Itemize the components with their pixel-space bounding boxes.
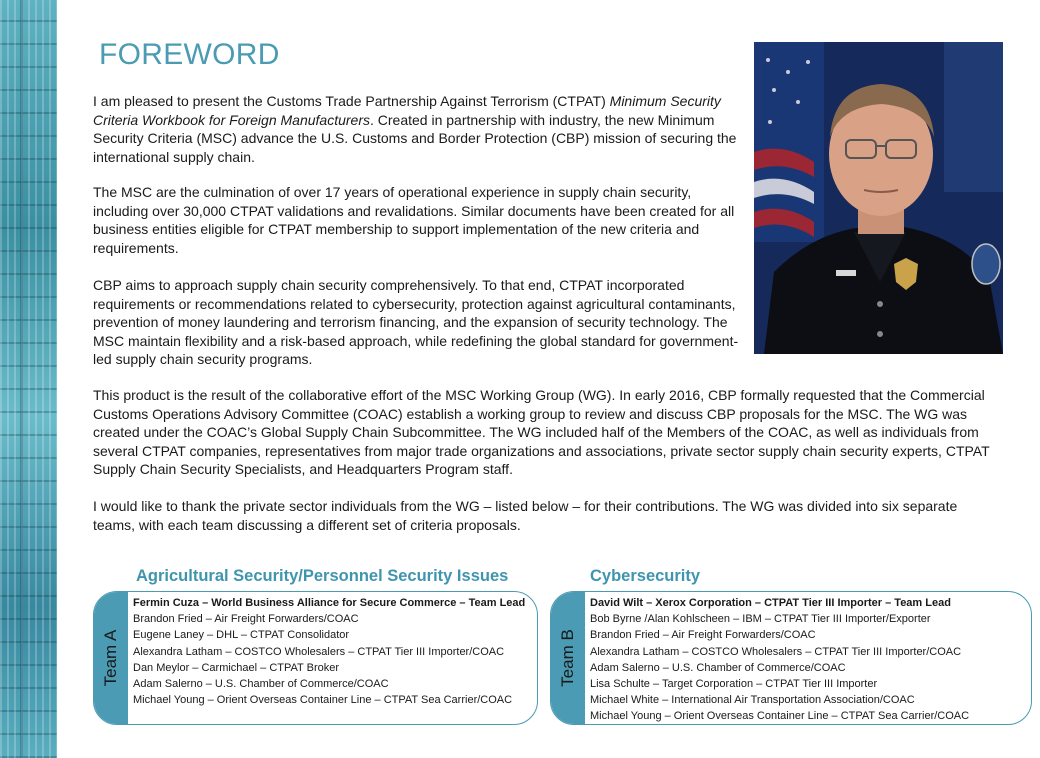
foreword-paragraph-3: CBP aims to approach supply chain security comprehensively. To that end, CTPAT incorporated requirements or recommendations related to cybersecurity, protection against agricultural contaminants, prevention of money laundering and terrorism financing, and the expansion of security technology. The MSC maintain flexibility and a risk-based approach, while redefining the global standard for government-led supply chain security programs.: [93, 277, 739, 367]
decorative-container-strip: [0, 0, 57, 758]
team-b-heading: Cybersecurity: [590, 567, 701, 585]
team-b-panel: [550, 591, 1032, 725]
team-a-heading: Agricultural Security/Personnel Security Issues: [136, 567, 509, 585]
team-member: Michael Young – Orient Overseas Container Line – CTPAT Sea Carrier/COAC: [133, 694, 513, 707]
team-member: Lisa Schulte – Target Corporation – CTPAT Tier III Importer: [590, 678, 878, 691]
team-member: Brandon Fried – Air Freight Forwarders/COAC: [133, 613, 359, 626]
team-a-tab-label: Team A: [101, 629, 120, 687]
team-member: Adam Salerno – U.S. Chamber of Commerce/COAC: [590, 661, 846, 674]
paragraph-1-text-a: I am pleased to present the Customs Trade Partnership Against Terrorism (CTPAT): [93, 93, 610, 109]
team-member-lead: Fermin Cuza – World Business Alliance for Secure Commerce – Team Lead: [133, 597, 526, 609]
team-member: Michael White – International Air Transportation Association/COAC: [590, 694, 915, 707]
page-title: FOREWORD: [99, 38, 280, 71]
team-b-tab: [551, 592, 585, 724]
workbook-title-italic: Minimum Security Criteria Workbook for Foreign Manufacturers: [93, 93, 721, 128]
foreword-paragraph-4: This product is the result of the collaborative effort of the MSC Working Group (WG). In early 2016, CBP formally requested that the Commercial Customs Operations Advisory Committee (COAC) establish a working group to review and discuss CBP proposals for the MSC. The WG was created under the COAC’s Global Supply Chain Subcommittee. The WG included half of the Members of the COAC, as well as individuals from several CTPAT companies, representatives from major trade organizations and associations, private sector supply chain security experts, CTPAT Supply Chain Security Specialists, and Headquarters Program staff.: [93, 387, 990, 477]
foreword-paragraph-2: The MSC are the culmination of over 17 years of operational experience in supply chain security, including over 30,000 CTPAT validations and revalidations. Similar documents have been created for all business entities eligible for CTPAT membership to support implementation of the new criteria and requirements.: [93, 184, 735, 256]
team-a-tab: [94, 592, 128, 724]
paragraph-1-text-b: . Created in partnership with industry, the new Minimum Security Criteria (MSC) advance the U.S. Customs and Border Protection (CBP) mission of securing the international supply chain.: [93, 111, 737, 165]
team-member: Bob Byrne /Alan Kohlscheen – IBM – CTPAT Tier III Importer/Exporter: [590, 613, 931, 626]
team-member: Alexandra Latham – COSTCO Wholesalers – CTPAT Tier III Importer/COAC: [133, 645, 505, 658]
team-member: Brandon Fried – Air Freight Forwarders/COAC: [590, 629, 816, 642]
team-a-member-list: [133, 595, 529, 708]
team-member: Eugene Laney – DHL – CTPAT Consolidator: [133, 629, 350, 642]
team-member-lead: David Wilt – Xerox Corporation – CTPAT Tier III Importer – Team Lead: [590, 597, 951, 609]
team-member: Alexandra Latham – COSTCO Wholesalers – CTPAT Tier III Importer/COAC: [590, 645, 962, 658]
team-b-member-list: [590, 595, 1023, 725]
portrait-illustration: [754, 42, 1003, 354]
team-member: Adam Salerno – U.S. Chamber of Commerce/COAC: [133, 678, 389, 691]
team-member: Michael Young – Orient Overseas Container Line – CTPAT Sea Carrier/COAC: [590, 710, 970, 723]
team-member: Dan Meylor – Carmichael – CTPAT Broker: [133, 661, 340, 674]
team-b-tab-label: Team B: [558, 629, 577, 687]
foreword-paragraph-5: I would like to thank the private sector individuals from the WG – listed below – for their contributions. The WG was divided into six separate teams, with each team discussing a different set of criteria proposals.: [93, 498, 958, 533]
official-portrait-photo: [754, 42, 1003, 354]
team-a-panel: [93, 591, 538, 725]
foreword-paragraph-1: [93, 92, 745, 166]
